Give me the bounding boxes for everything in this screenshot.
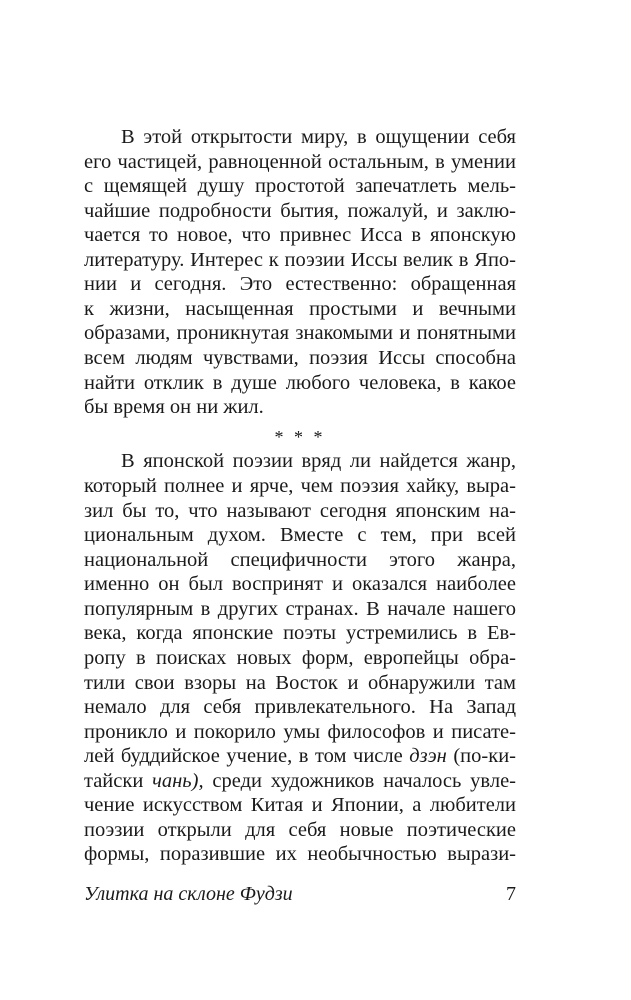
paragraph-2-line: поэзии открыли для себя новые поэтические <box>84 818 516 841</box>
paragraph-1-line: образами, проникнутая знакомыми и понятными <box>84 322 516 345</box>
paragraph-2-line: зил бы то, что называют сегодня японским на- <box>84 499 516 522</box>
paragraph-1-line: нии и сегодня. Это естественно: обращенная <box>84 273 516 296</box>
section-separator: * * * <box>274 426 326 447</box>
term-dzen: дзэн <box>409 745 447 768</box>
paragraph-1-line: В этой открытости миру, в ощущении себя <box>121 126 516 148</box>
paragraph-1-line: литературу. Интерес к поэзии Иссы велик в Япо- <box>84 248 516 271</box>
paragraph-2-line: формы, поразившие их необычностью вырази- <box>84 843 516 866</box>
paragraph-2-line: циональным духом. Вместе с тем, при всей <box>84 524 516 547</box>
line-text: лей буддийское учение, в том числе <box>84 745 403 768</box>
paragraph-1-line: найти отклик в душе любого человека, в какое <box>84 371 516 394</box>
paragraph-2-line: века, когда японские поэты устремились в Ев- <box>84 622 516 645</box>
paragraph-2-line: проникло и покорило умы философов и писате- <box>84 720 516 743</box>
line-text: (по-ки- <box>446 745 516 768</box>
paragraph-2-line: именно он был воспринят и оказался наиболее <box>84 573 516 596</box>
line-text: среди художников началось увле- <box>203 769 516 792</box>
term-chan: чань), <box>152 769 204 792</box>
paragraph-1-line: всем людям чувствами, поэзия Иссы способна <box>84 347 516 370</box>
paragraph-1-line: бы время он ни жил. <box>84 396 264 419</box>
paragraph-2-line: популярным в других странах. В начале нашего <box>84 597 516 620</box>
paragraph-1-line: чайшие подробности бытия, пожалуй, и заклю- <box>84 199 516 222</box>
paragraph-1-line: чается то новое, что привнес Исса в японскую <box>84 224 516 247</box>
paragraph-2-line: В японской поэзии вряд ли найдется жанр, <box>121 450 516 473</box>
paragraph-1-line: к жизни, насыщенная простыми и вечными <box>84 297 516 320</box>
paragraph-2-line: тили свои взоры на Восток и обнаружили там <box>84 671 516 694</box>
paragraph-2-line: ропу в поисках новых форм, европейцы обра- <box>84 646 516 669</box>
paragraph-2-line: который полнее и ярче, чем поэзия хайку, выра- <box>84 475 516 497</box>
line-text: тайски <box>84 769 153 792</box>
paragraph-1-line: с щемящей душу простотой запечатлеть мель- <box>84 175 516 198</box>
running-title: Улитка на склоне Фудзи <box>84 883 293 905</box>
paragraph-1-line: его частицей, равноценной остальным, в умении <box>84 150 516 173</box>
paragraph-2-line: национальной специфичности этого жанра, <box>84 548 516 571</box>
paragraph-2-line: немало для себя привлекательного. На Запад <box>84 696 516 719</box>
paragraph-2-line: чение искусством Китая и Японии, а любители <box>84 794 516 817</box>
page-number: 7 <box>506 883 516 905</box>
